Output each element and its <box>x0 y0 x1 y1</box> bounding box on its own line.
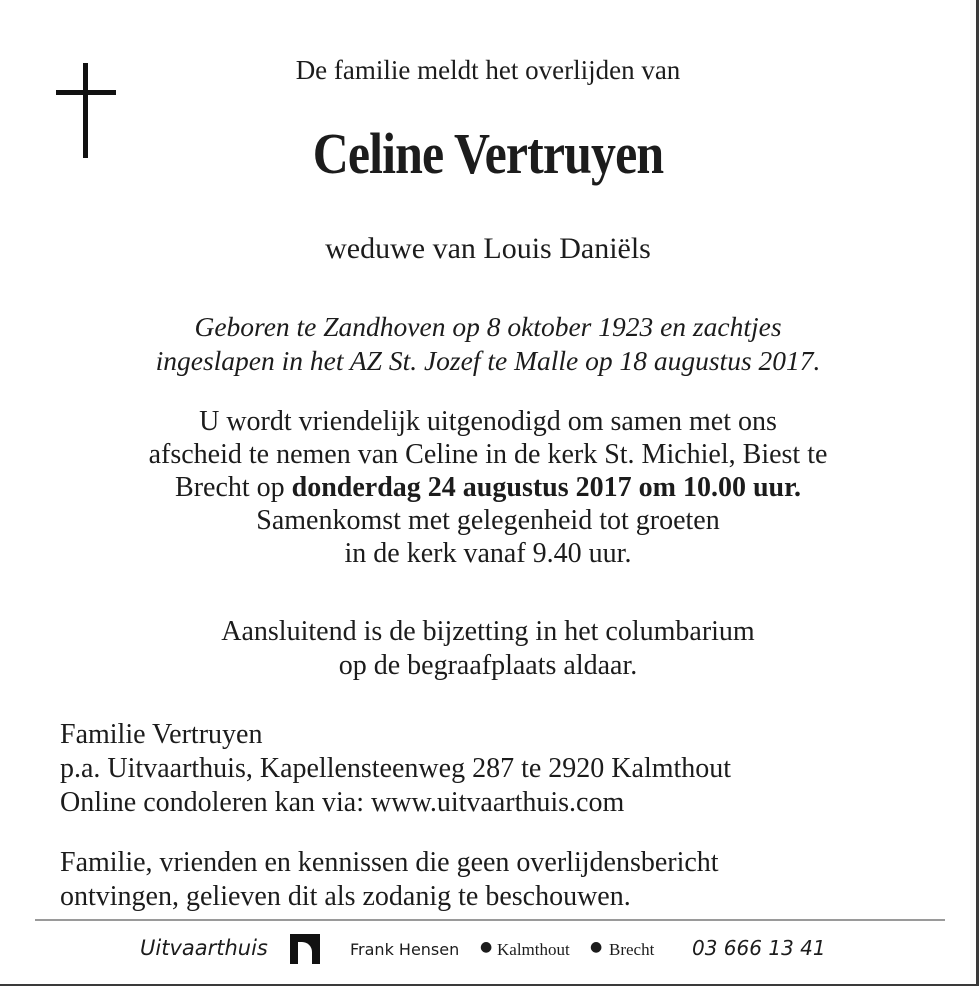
footer-phone: 03 666 13 41 <box>692 936 826 960</box>
birth-line-2: ingeslapen in het AZ St. Jozef te Malle op 18 augustus 2017. <box>155 345 821 376</box>
note-line-1: Familie, vrienden en kennissen die geen overlijdensbericht <box>60 847 719 878</box>
footer-divider <box>35 919 945 921</box>
invite-line-1: U wordt vriendelijk uitgenodigd om samen met ons <box>199 406 777 437</box>
footer <box>0 930 976 970</box>
invite-line-5: in de kerk vanaf 9.40 uur. <box>344 538 632 569</box>
footer-agent: Frank Hensen <box>350 940 460 959</box>
spouse-line: weduwe van Louis Daniëls <box>325 232 651 265</box>
interment-text <box>0 615 976 683</box>
invitation-text <box>0 405 976 570</box>
condolence-link: Online condoleren kan via: www.uitvaarthuis.com <box>60 787 625 818</box>
interment-line-2: op de begraafplaats aldaar. <box>338 650 638 681</box>
closing-note <box>60 846 719 914</box>
bullet-icon: ● <box>480 939 493 955</box>
invite-line-3 <box>0 471 976 504</box>
note-line-2: ontvingen, gelieven dit als zodanig te beschouwen. <box>60 881 631 912</box>
invite-line-3-prefix: Brecht op <box>175 472 292 503</box>
footer-town-2: Brecht <box>609 940 655 959</box>
uitvaarthuis-logo-icon <box>290 934 320 964</box>
family-contact <box>60 718 731 820</box>
invite-line-4: Samenkomst met gelegenheid tot groeten <box>256 505 720 536</box>
bullet-icon: ● <box>590 939 603 955</box>
birth-line-1: Geboren te Zandhoven op 8 oktober 1923 en zachtjes <box>194 311 782 342</box>
interment-line-1: Aansluitend is de bijzetting in het columbarium <box>221 616 755 647</box>
family-name: Familie Vertruyen <box>60 719 263 750</box>
ceremony-datetime: donderdag 24 augustus 2017 om 10.00 uur. <box>291 472 801 503</box>
footer-town-1: Kalmthout <box>497 940 570 959</box>
contact-address: p.a. Uitvaarthuis, Kapellensteenweg 287 te 2920 Kalmthout <box>60 753 732 784</box>
birth-death-text <box>0 310 976 378</box>
intro-text: De familie meldt het overlijden van <box>295 55 681 85</box>
deceased-name: Celine Vertruyen <box>312 121 664 186</box>
footer-brand: Uitvaarthuis <box>140 936 268 960</box>
invite-line-2: afscheid te nemen van Celine in de kerk St. Michiel, Biest te <box>148 439 828 470</box>
